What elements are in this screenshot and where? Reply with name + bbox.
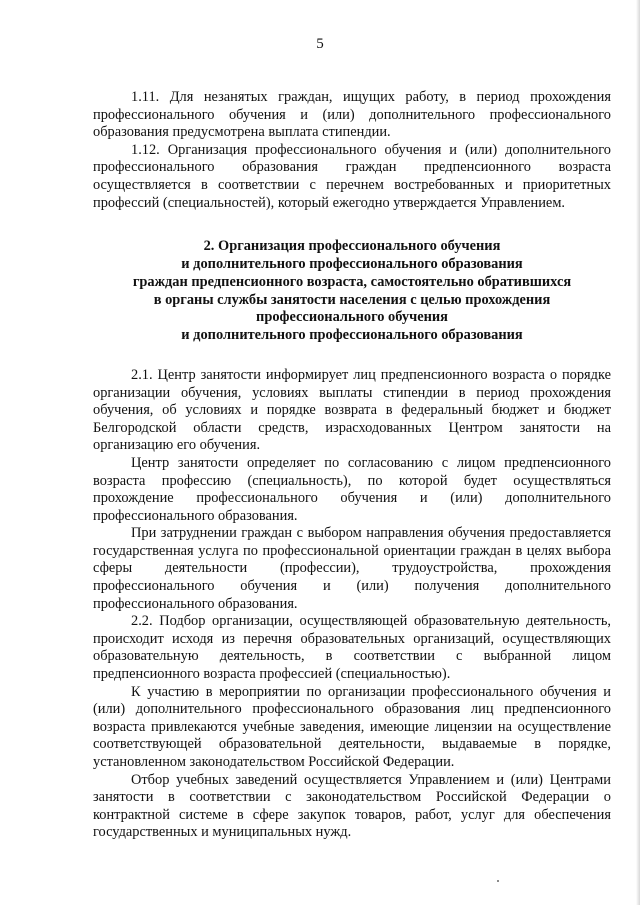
page-edge-shadow — [636, 0, 640, 905]
section-2-heading — [93, 238, 611, 345]
document-body — [93, 89, 611, 842]
paragraph-profession-choice: Центр занятости определяет по согласованию с лицом предпенсионного возраста профессию (специальность), по которой будет осуществляться прохождение профессионального обучения и (или) дополнительного профессионального образования. — [93, 454, 611, 524]
paragraph-2-1: 2.1. Центр занятости информирует лиц предпенсионного возраста о порядке организации обучения, условиях выплаты стипендии в период прохождения обучения, об условиях и порядке возврата в федеральный бюджет и бюджет Белгородской области средств, израсходованных Центром занятости на организацию его обучения. — [93, 366, 611, 454]
heading-line: в органы службы занятости населения с целью прохождения — [153, 291, 551, 308]
paragraph-institutions: К участию в мероприятии по организации профессионального обучения и (или) дополнительного профессионального образования лиц предпенсионного возраста привлекаются учебные заведения, имеющие лицензии на осуществление соответствующей образовательной деятельности, выдаваемые в порядке, установленном законодательством Российской Федерации. — [93, 683, 611, 770]
heading-line: и дополнительного профессионального образования — [181, 255, 523, 272]
heading-line: и дополнительного профессионального образования — [181, 327, 523, 344]
scan-speck — [497, 880, 499, 882]
paragraph-selection: Отбор учебных заведений осуществляется Управлением и (или) Центрами занятости в соответствии с законодательством Российской Федерации о контрактной системе в сфере закупок товаров, работ, услуг для обеспечения государственных и муниципальных нужд. — [93, 771, 611, 841]
page-number: 5 — [316, 36, 324, 52]
paragraph-1-12: 1.12. Организация профессионального обучения и (или) дополнительного профессионального образования граждан предпенсионного возраста осуществляется в соответствии с перечнем востребованных и приоритетных профессий (специальностей), который ежегодно утверждается Управлением. — [93, 141, 611, 211]
heading-line: граждан предпенсионного возраста, самостоятельно обратившихся — [132, 273, 572, 290]
heading-line: профессионального обучения — [256, 309, 448, 326]
paragraph-2-2: 2.2. Подбор организации, осуществляющей образовательную деятельность, происходит исходя из перечня образовательных организаций, осуществляющих образовательную деятельность, в соответствии с выбранной лицом предпенсионного возраста профессией (специальностью). — [93, 613, 611, 683]
paragraph-career-guidance: При затруднении граждан с выбором направления обучения предоставляется государственная услуга по профессиональной ориентации граждан в целях выбора сферы деятельности (профессии), трудоустройства, прохождения профессионального обучения и (или) получения дополнительного профессионального образования. — [93, 525, 611, 612]
heading-line: 2. Организация профессионального обучения — [203, 238, 501, 255]
paragraph-1-11: 1.11. Для незанятых граждан, ищущих работу, в период прохождения профессионального обучения и (или) дополнительного профессионального образования предусмотрена выплата стипендии. — [93, 89, 611, 141]
